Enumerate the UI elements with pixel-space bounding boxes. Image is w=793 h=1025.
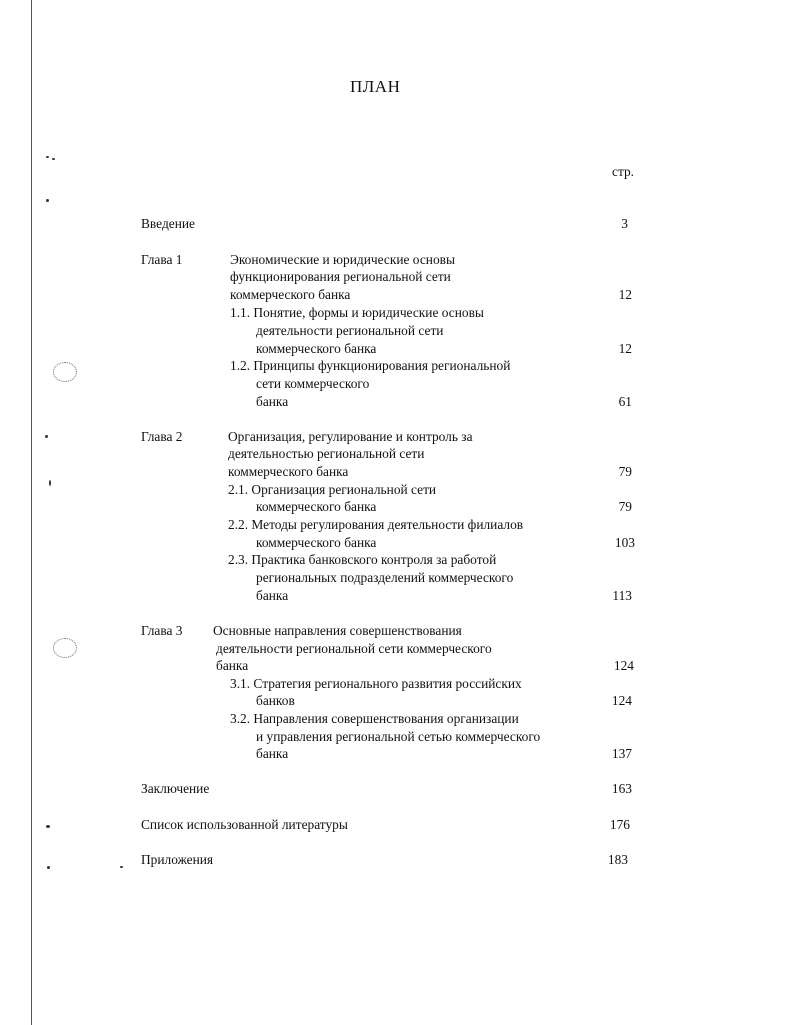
toc-page-section-2-3: 113 xyxy=(612,588,632,603)
toc-page-chapter-1: 12 xyxy=(618,287,632,302)
toc-chapter-2-title: Организация, регулирование и контроль за xyxy=(228,429,473,444)
scan-speck xyxy=(46,156,49,158)
toc-section-2-3: региональных подразделений коммерческого xyxy=(256,570,514,585)
toc-chapter-2-label: Глава 2 xyxy=(141,429,183,444)
toc-chapter-2-title: коммерческого банка xyxy=(228,464,349,479)
toc-section-1-1: деятельности региональной сети xyxy=(256,323,444,338)
toc-page-section-2-2: 103 xyxy=(614,535,635,550)
toc-chapter-1-title: функционирования региональной сети xyxy=(230,269,451,284)
scan-speck xyxy=(46,825,50,828)
toc-page-section-1-2: 61 xyxy=(618,394,632,409)
library-stamp-mark xyxy=(53,362,77,382)
toc-entry-literature: Список использованной литературы xyxy=(141,817,348,832)
toc-page-appendix: 183 xyxy=(607,852,628,867)
toc-page-intro: 3 xyxy=(621,216,628,231)
toc-page-literature: 176 xyxy=(609,817,630,832)
scan-speck xyxy=(120,866,123,868)
toc-entry-appendix: Приложения xyxy=(141,852,214,867)
toc-chapter-3-label: Глава 3 xyxy=(141,623,183,638)
toc-section-2-2: 2.2. Методы регулирования деятельности филиалов xyxy=(228,517,524,532)
toc-section-3-1: банков xyxy=(256,693,295,708)
toc-chapter-3-title: Основные направления совершенствования xyxy=(213,623,462,638)
toc-entry-conclusion: Заключение xyxy=(141,781,210,796)
toc-section-1-1: 1.1. Понятие, формы и юридические основы xyxy=(230,305,484,320)
toc-page-conclusion: 163 xyxy=(611,781,632,796)
toc-page-chapter-2: 79 xyxy=(618,464,632,479)
toc-page-section-3-1: 124 xyxy=(611,693,632,708)
page-column-header: стр. xyxy=(612,164,635,179)
scan-speck xyxy=(46,199,49,202)
toc-section-3-2: и управления региональной сетью коммерческого xyxy=(256,729,541,744)
toc-section-2-1: коммерческого банка xyxy=(256,499,377,514)
toc-section-1-2: 1.2. Принципы функционирования региональной xyxy=(230,358,511,373)
scan-speck xyxy=(45,435,48,438)
toc-page-section-1-1: 12 xyxy=(618,341,632,356)
toc-chapter-3-title: банка xyxy=(216,658,249,673)
toc-section-2-1: 2.1. Организация региональной сети xyxy=(228,482,437,497)
toc-chapter-1-label: Глава 1 xyxy=(141,252,183,267)
toc-section-3-1: 3.1. Стратегия регионального развития российских xyxy=(230,676,522,691)
toc-section-1-2: сети коммерческого xyxy=(256,376,370,391)
toc-section-2-3: банка xyxy=(256,588,289,603)
toc-chapter-2-title: деятельностью региональной сети xyxy=(228,446,425,461)
toc-section-1-1: коммерческого банка xyxy=(256,341,377,356)
toc-section-2-2: коммерческого банка xyxy=(256,535,377,550)
toc-section-3-2: банка xyxy=(256,746,289,761)
scan-speck xyxy=(52,158,55,160)
page-edge-line xyxy=(31,0,32,1025)
toc-section-2-3: 2.3. Практика банковского контроля за работой xyxy=(228,552,497,567)
toc-page-section-2-1: 79 xyxy=(618,499,632,514)
page-title: ПЛАН xyxy=(350,77,401,96)
toc-entry-intro: Введение xyxy=(141,216,195,231)
toc-chapter-3-title: деятельности региональной сети коммерческого xyxy=(216,641,492,656)
toc-chapter-1-title: Экономические и юридические основы xyxy=(230,252,455,267)
toc-section-1-2: банка xyxy=(256,394,289,409)
toc-page-section-3-2: 137 xyxy=(611,746,632,761)
scan-speck xyxy=(47,866,50,869)
toc-page-chapter-3: 124 xyxy=(613,658,634,673)
scan-speck xyxy=(49,480,51,486)
toc-chapter-1-title: коммерческого банка xyxy=(230,287,351,302)
library-stamp-mark xyxy=(53,638,77,658)
toc-section-3-2: 3.2. Направления совершенствования организации xyxy=(230,711,519,726)
